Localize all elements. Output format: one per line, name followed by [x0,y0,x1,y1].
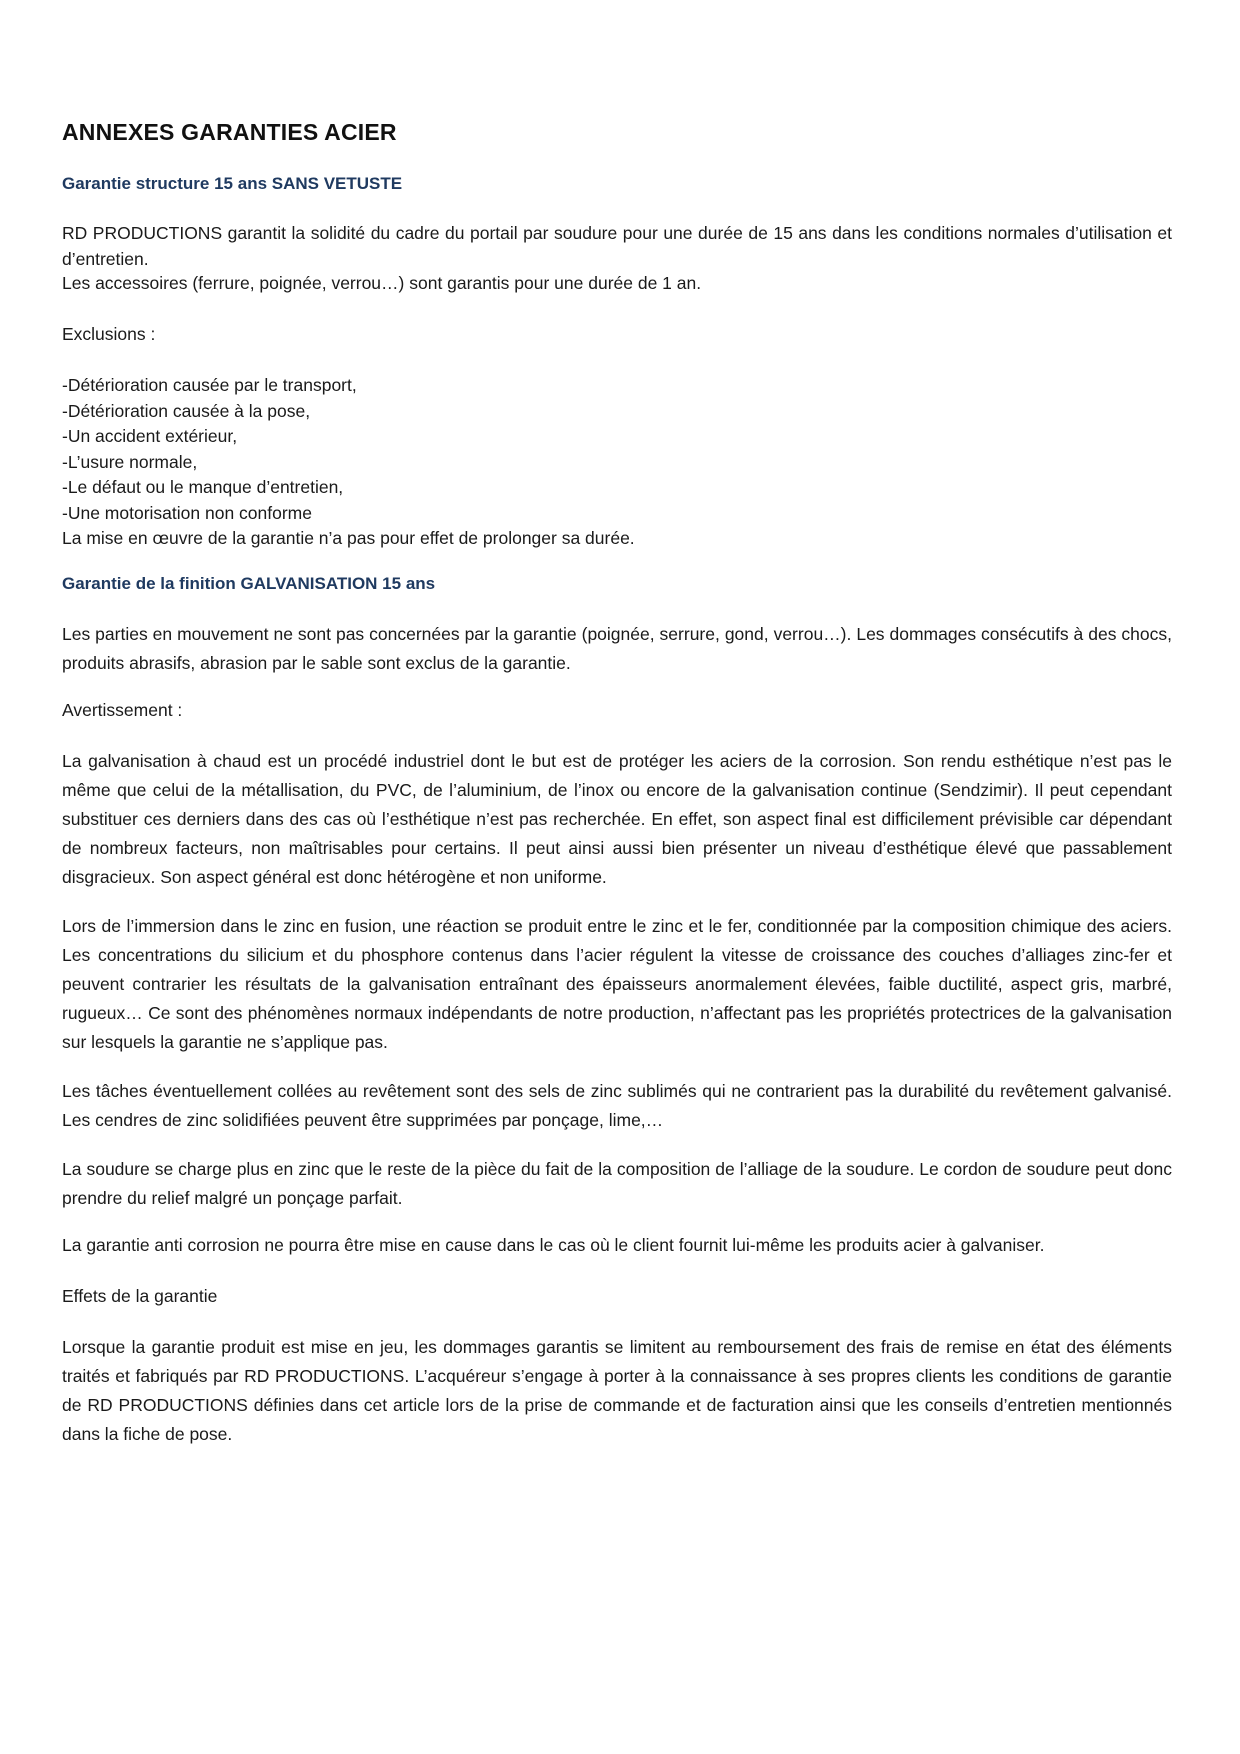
warranty-duration-note: La mise en œuvre de la garantie n’a pas pour effet de prolonger sa durée. [62,528,635,548]
warranty-effects-label: Effets de la garantie [62,1286,218,1306]
warning-label: Avertissement : [62,700,183,720]
accessories-paragraph: Les accessoires (ferrure, poignée, verrou…) sont garantis pour une durée de 1 an. [62,273,702,293]
hot-dip-galvanisation-paragraph: La galvanisation à chaud est un procédé industriel dont le but est de protéger les aciers de la corrosion. Son rendu esthétique n’est pas le même que celui de la métallisation, du PVC, de l’aluminium, de l’inox ou encore de la galvanisation continue (Sendzimir). Il peut cependant substituer ces derniers dans des cas où l’esthétique n’est pas recherchée. En effet, son aspect final est difficilement prévisible car dépendant de nombreux facteurs, non maîtrisables pour certains. Il peut ainsi aussi bien présenter un niveau d’esthétique élevé que passablement disgracieux. Son aspect général est donc hétérogène et non uniforme. [62,751,1172,887]
exclusion-item: -Détérioration causée à la pose, [62,400,311,421]
moving-parts-paragraph: Les parties en mouvement ne sont pas concernées par la garantie (poignée, serrure, gond, verrou…). Les dommages consécutifs à des chocs, produits abrasifs, abrasion par le sable sont exclus de la garantie. [62,624,1172,673]
zinc-stains-paragraph: Les tâches éventuellement collées au revêtement sont des sels de zinc sublimés qui ne contrarient pas la durabilité du revêtement galvanisé. Les cendres de zinc solidifiées peuvent être supprimées par ponçage, lime,… [62,1081,1172,1130]
warranty-effects-paragraph: Lorsque la garantie produit est mise en jeu, les dommages garantis se limitent au remboursement des frais de remise en état des éléments traités et fabriqués par RD PRODUCTIONS. L’acquéreur s’engage à porter à la connaissance à ses propres clients les conditions de garantie de RD PRODUCTIONS définies dans cet article lors de la prise de commande et de facturation ainsi que les conseils d’entretien mentionnés dans la fiche de pose. [62,1337,1172,1444]
document-title: ANNEXES GARANTIES ACIER [62,119,397,145]
section-heading-galvanisation: Garantie de la finition GALVANISATION 15 ans [62,574,436,593]
exclusion-item: -Le défaut ou le manque d’entretien, [62,477,344,497]
exclusions-label: Exclusions : [62,324,156,344]
exclusion-item: -L’usure normale, [62,451,198,472]
structure-intro-paragraph: RD PRODUCTIONS garantit la solidité du cadre du portail par soudure pour une durée de 15 ans dans les conditions normales d’utilisation et d’entretien. [62,223,1172,269]
exclusion-item: -Détérioration causée par le transport, [62,375,357,395]
exclusion-item: -Une motorisation non conforme [62,502,312,523]
exclusion-item: -Un accident extérieur, [62,426,238,446]
exclusions-list [62,373,1172,552]
welding-paragraph: La soudure se charge plus en zinc que le reste de la pièce du fait de la composition de l’alliage de la soudure. Le cordon de soudure peut donc prendre du relief malgré un ponçage parfait. [62,1159,1172,1208]
zinc-immersion-paragraph: Lors de l’immersion dans le zinc en fusion, une réaction se produit entre le zinc et le fer, conditionnée par la composition chimique des aciers. Les concentrations du silicium et du phosphore contenus dans l’acier régulent la vitesse de croissance des couches d’alliages zinc-fer et peuvent contrarier les résultats de la galvanisation entraînant des épaisseurs anormalement élevées, faible ductilité, aspect gris, marbré, rugueux… Ce sont des phénomènes normaux indépendants de notre production, n’affectant pas les propriétés protectrices de la galvanisation sur lesquels la garantie ne s’applique pas. [62,916,1172,1052]
section-heading-structure: Garantie structure 15 ans SANS VETUSTE [62,174,403,193]
customer-supplied-steel-paragraph: La garantie anti corrosion ne pourra être mise en cause dans le cas où le client fournit lui-même les produits acier à galvaniser. [62,1235,1045,1255]
